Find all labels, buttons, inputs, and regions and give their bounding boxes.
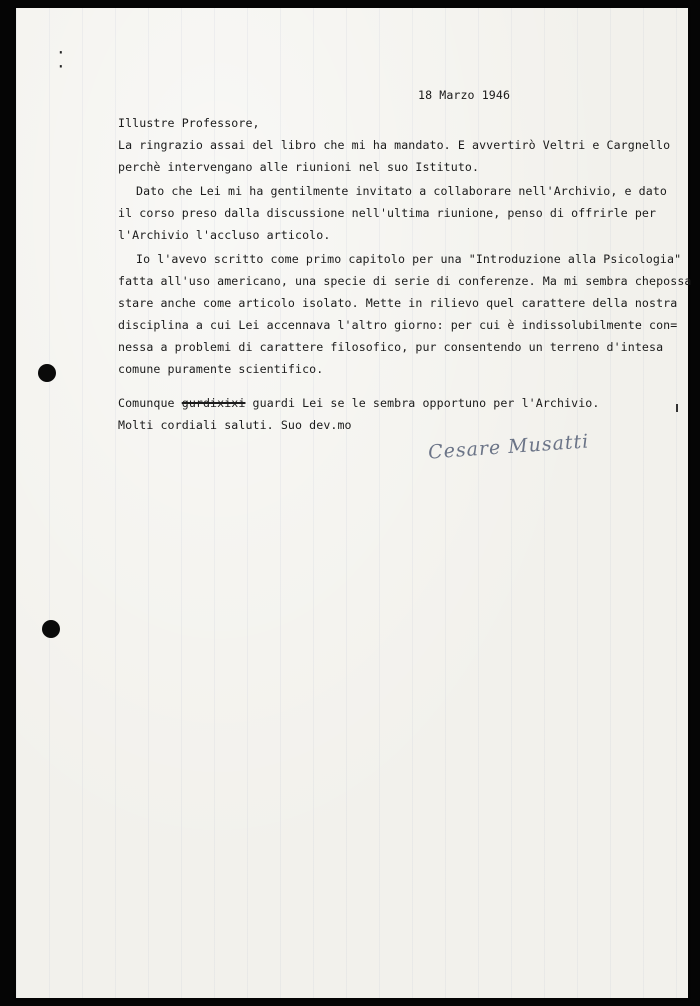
paragraph-1-line-1: La ringrazio assai del libro che mi ha mandato. E avvertirò Veltri e Cargnello bbox=[118, 138, 671, 152]
paragraph-4-prefix: Comunque bbox=[118, 396, 175, 410]
paragraph-3-line-1: Io l'avevo scritto come primo capitolo per una "Introduzione alla Psicologia" bbox=[136, 252, 682, 266]
punch-hole-top bbox=[38, 364, 56, 382]
handwritten-signature: Cesare Musatti bbox=[427, 430, 590, 464]
margin-tick bbox=[676, 404, 678, 412]
struck-word: gurdixixi bbox=[181, 396, 246, 410]
paragraph-4 bbox=[118, 396, 599, 410]
paragraph-3-line-6: comune puramente scientifico. bbox=[118, 362, 324, 376]
letter-page bbox=[16, 8, 688, 998]
paragraph-4-suffix: guardi Lei se le sembra opportuno per l'Archivio. bbox=[245, 396, 600, 410]
closing: Molti cordiali saluti. Suo dev.mo bbox=[118, 418, 352, 432]
punch-hole-bottom bbox=[42, 620, 60, 638]
paragraph-3-line-3: stare anche come articolo isolato. Mette in rilievo quel carattere della nostra bbox=[118, 296, 678, 310]
margin-marks: · · bbox=[56, 43, 66, 76]
paragraph-2-line-2: il corso preso dalla discussione nell'ultima riunione, penso di offrirle per bbox=[118, 206, 657, 220]
paragraph-2-line-1: Dato che Lei mi ha gentilmente invitato a collaborare nell'Archivio, e dato bbox=[136, 184, 668, 198]
paragraph-2-line-3: l'Archivio l'accluso articolo. bbox=[118, 228, 331, 242]
salutation: Illustre Professore, bbox=[118, 116, 260, 130]
paragraph-3-line-5: nessa a problemi di carattere filosofico, pur consentendo un terreno d'intesa bbox=[118, 340, 664, 354]
paragraph-3-line-2: fatta all'uso americano, una specie di serie di conferenze. Ma mi sembra chepossa bbox=[118, 274, 692, 288]
paragraph-3-line-4: disciplina a cui Lei accennava l'altro giorno: per cui è indissolubilmente con= bbox=[118, 318, 678, 332]
letter-date: 18 Marzo 1946 bbox=[418, 88, 511, 102]
paragraph-1-line-2: perchè intervengano alle riunioni nel suo Istituto. bbox=[118, 160, 480, 174]
